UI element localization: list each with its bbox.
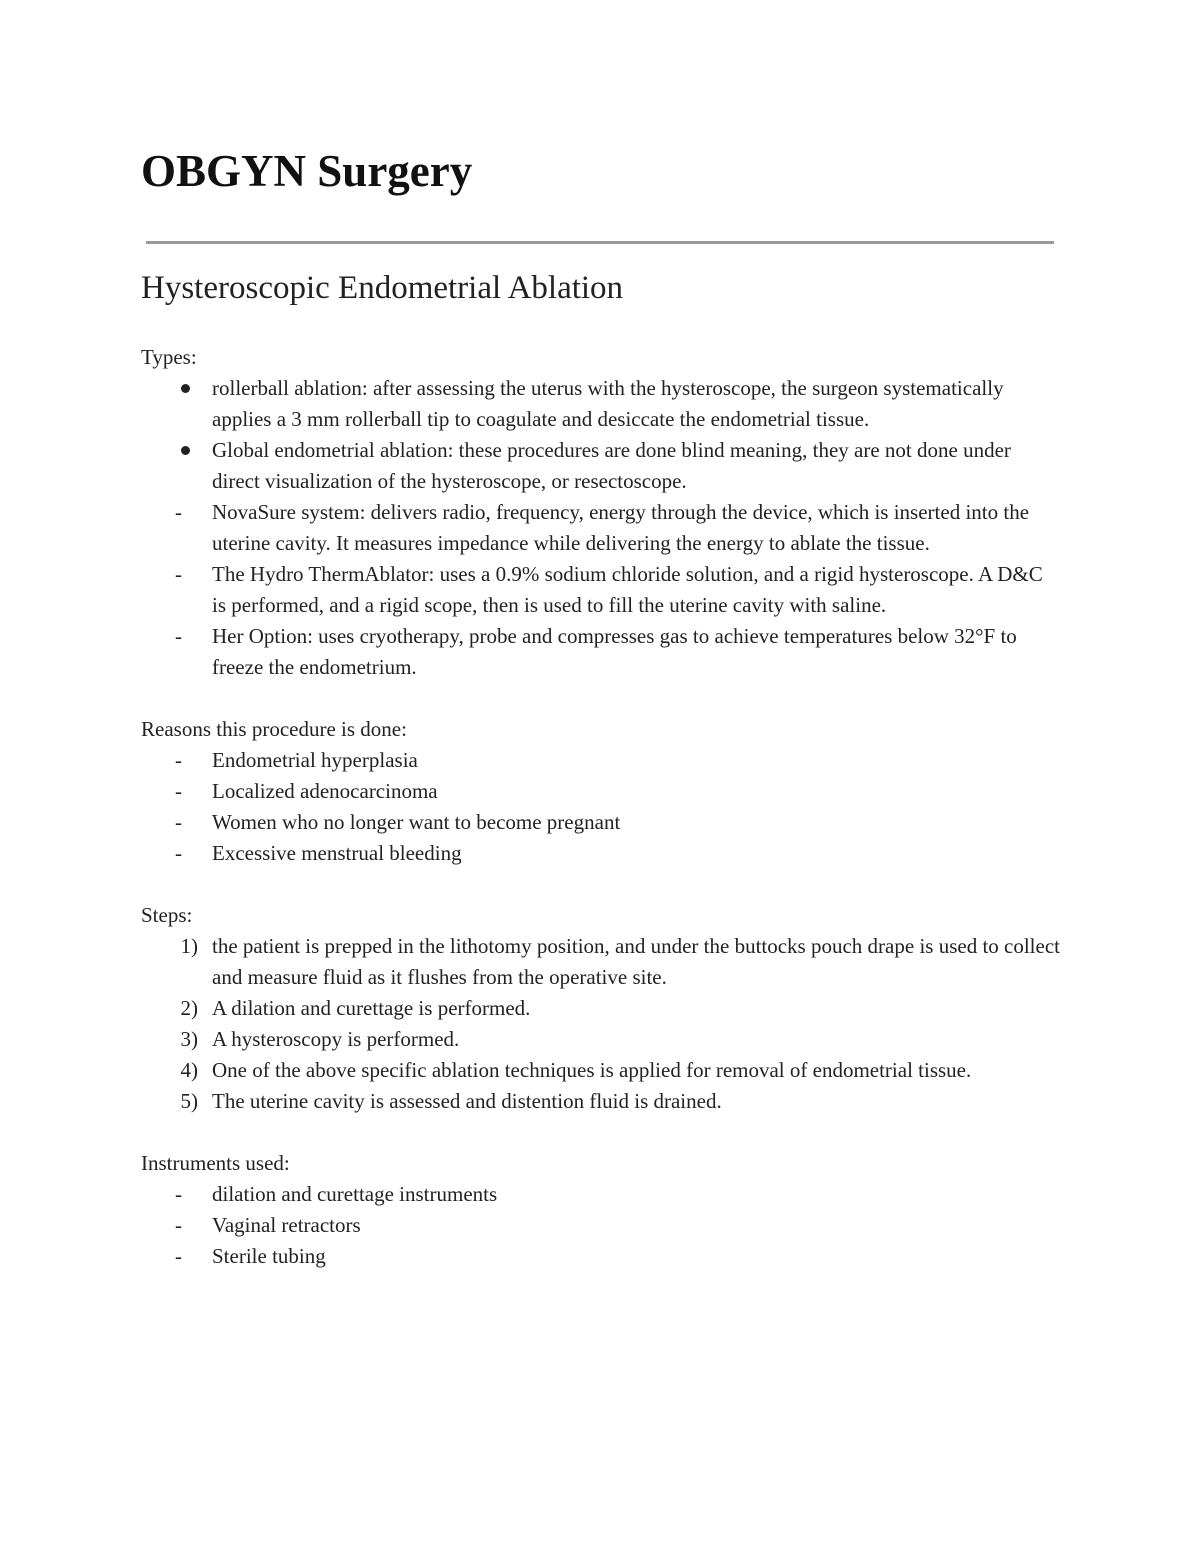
dash-marker: - bbox=[175, 1244, 182, 1268]
section-heading: Hysteroscopic Endometrial Ablation bbox=[141, 270, 624, 306]
list-item-text: Sterile tubing bbox=[212, 1244, 326, 1268]
instruments-label: Instruments used: bbox=[141, 1151, 290, 1175]
list-item bbox=[141, 621, 1061, 683]
list-item-text: The Hydro ThermAblator: uses a 0.9% sodium chloride solution, and a rigid hysteroscope. A D&C is performed, and a rigid scope, then is used to fill the uterine cavity with saline. bbox=[212, 562, 1043, 617]
types-list bbox=[141, 373, 1061, 683]
list-item-text: Localized adenocarcinoma bbox=[212, 779, 438, 803]
list-item bbox=[141, 1179, 1061, 1210]
reasons-list bbox=[141, 745, 1061, 869]
dash-marker: - bbox=[175, 500, 182, 524]
list-item bbox=[141, 559, 1061, 621]
horizontal-divider bbox=[146, 241, 1054, 244]
list-item bbox=[141, 1055, 1061, 1086]
step-number: 5) bbox=[180, 1089, 198, 1113]
dash-marker: - bbox=[175, 1182, 182, 1206]
list-item bbox=[141, 745, 1061, 776]
dash-marker: - bbox=[175, 779, 182, 803]
list-item-text: Vaginal retractors bbox=[212, 1213, 361, 1237]
list-item bbox=[141, 1086, 1061, 1117]
list-item-text: Her Option: uses cryotherapy, probe and compresses gas to achieve temperatures below 32°F to freeze the endometrium. bbox=[212, 624, 1017, 679]
list-item-text: The uterine cavity is assessed and distention fluid is drained. bbox=[212, 1089, 722, 1113]
list-item-text: Global endometrial ablation: these procedures are done blind meaning, they are not done under direct visualization of the hysteroscope, or resectoscope. bbox=[212, 438, 1011, 493]
dash-marker: - bbox=[175, 841, 182, 865]
list-item-text: Women who no longer want to become pregnant bbox=[212, 810, 621, 834]
step-number: 1) bbox=[180, 934, 198, 958]
list-item bbox=[141, 373, 1061, 435]
dash-marker: - bbox=[175, 1213, 182, 1237]
list-item bbox=[141, 1024, 1061, 1055]
dash-marker: - bbox=[175, 810, 182, 834]
list-item-text: A hysteroscopy is performed. bbox=[212, 1027, 460, 1051]
list-item-text: A dilation and curettage is performed. bbox=[212, 996, 531, 1020]
list-item-text: Endometrial hyperplasia bbox=[212, 748, 418, 772]
instruments-list bbox=[141, 1179, 1061, 1272]
list-item bbox=[141, 931, 1061, 993]
list-item bbox=[141, 1210, 1061, 1241]
list-item-text: rollerball ablation: after assessing the uterus with the hysteroscope, the surgeon systematically applies a 3 mm rollerball tip to coagulate and desiccate the endometrial tissue. bbox=[212, 376, 1004, 431]
types-label: Types: bbox=[141, 345, 197, 369]
reasons-label: Reasons this procedure is done: bbox=[141, 717, 407, 741]
list-item-text: the patient is prepped in the lithotomy position, and under the buttocks pouch drape is used to collect and measure fluid as it flushes from the operative site. bbox=[212, 934, 1060, 989]
steps-list bbox=[141, 931, 1061, 1117]
list-item-text: Excessive menstrual bleeding bbox=[212, 841, 462, 865]
list-item-text: dilation and curettage instruments bbox=[212, 1182, 498, 1206]
dash-marker: - bbox=[175, 624, 182, 648]
step-number: 2) bbox=[180, 996, 198, 1020]
bullet-icon bbox=[181, 446, 190, 455]
dash-marker: - bbox=[175, 562, 182, 586]
step-number: 3) bbox=[180, 1027, 198, 1051]
bullet-icon bbox=[181, 384, 190, 393]
list-item bbox=[141, 435, 1061, 497]
step-number: 4) bbox=[180, 1058, 198, 1082]
steps-label: Steps: bbox=[141, 903, 193, 927]
list-item bbox=[141, 1241, 1061, 1272]
list-item bbox=[141, 838, 1061, 869]
list-item bbox=[141, 993, 1061, 1024]
list-item-text: NovaSure system: delivers radio, frequency, energy through the device, which is inserted into the uterine cavity. It measures impedance while delivering the energy to ablate the tissue. bbox=[212, 500, 1030, 555]
list-item bbox=[141, 497, 1061, 559]
paragraph-gap bbox=[141, 869, 1061, 900]
list-item bbox=[141, 807, 1061, 838]
document-body bbox=[141, 342, 1061, 1272]
list-item bbox=[141, 776, 1061, 807]
list-item-text: One of the above specific ablation techniques is applied for removal of endometrial tissue. bbox=[212, 1058, 972, 1082]
dash-marker: - bbox=[175, 748, 182, 772]
paragraph-gap bbox=[141, 683, 1061, 714]
document-title: OBGYN Surgery bbox=[141, 146, 473, 196]
paragraph-gap bbox=[141, 1117, 1061, 1148]
